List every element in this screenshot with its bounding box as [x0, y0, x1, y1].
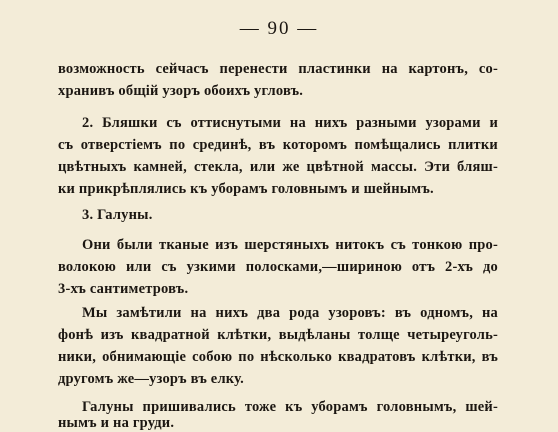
- text-line: возможность сейчасъ перенести пластинки на картонъ, со-: [58, 61, 498, 77]
- text-line: 3-хъ сантиметровъ.: [58, 281, 189, 297]
- text-line: ники, обнимающіе собою по нѣсколько квадратовъ клѣтки, въ: [58, 349, 498, 365]
- page-number: — 90 —: [239, 18, 319, 39]
- text-line: фонѣ изъ квадратной клѣтки, выдѣланы толще четыреуголь-: [58, 327, 498, 343]
- text-line: хранивъ общій узоръ обоихъ угловъ.: [58, 83, 304, 99]
- text-line: другомъ же—узоръ въ елку.: [58, 371, 244, 387]
- text-line: волокою или съ узкими полосками,—шириною отъ 2-хъ до: [58, 259, 498, 275]
- text-line: Они были тканые изъ шерстяныхъ нитокъ съ тонкою про-: [82, 237, 498, 253]
- text-line: съ отверстіемъ по срединѣ, въ которомъ помѣщались плитки: [58, 137, 498, 153]
- text-line: ки прикрѣплялись къ уборамъ головнымъ и шейнымъ.: [58, 181, 434, 197]
- text-line: 2. Бляшки съ оттиснутыми на нихъ разными узорами и: [82, 115, 498, 131]
- text-line: Мы замѣтили на нихъ два рода узоровъ: въ одномъ, на: [82, 305, 498, 321]
- section-heading: 3. Галуны.: [82, 207, 153, 223]
- text-line: цвѣтныхъ камней, стекла, или же цвѣтной массы. Эти бляш-: [58, 159, 498, 175]
- text-line: нымъ и на груди.: [58, 415, 175, 431]
- text-line: Галуны пришивались тоже къ уборамъ головнымъ, шей-: [82, 399, 498, 415]
